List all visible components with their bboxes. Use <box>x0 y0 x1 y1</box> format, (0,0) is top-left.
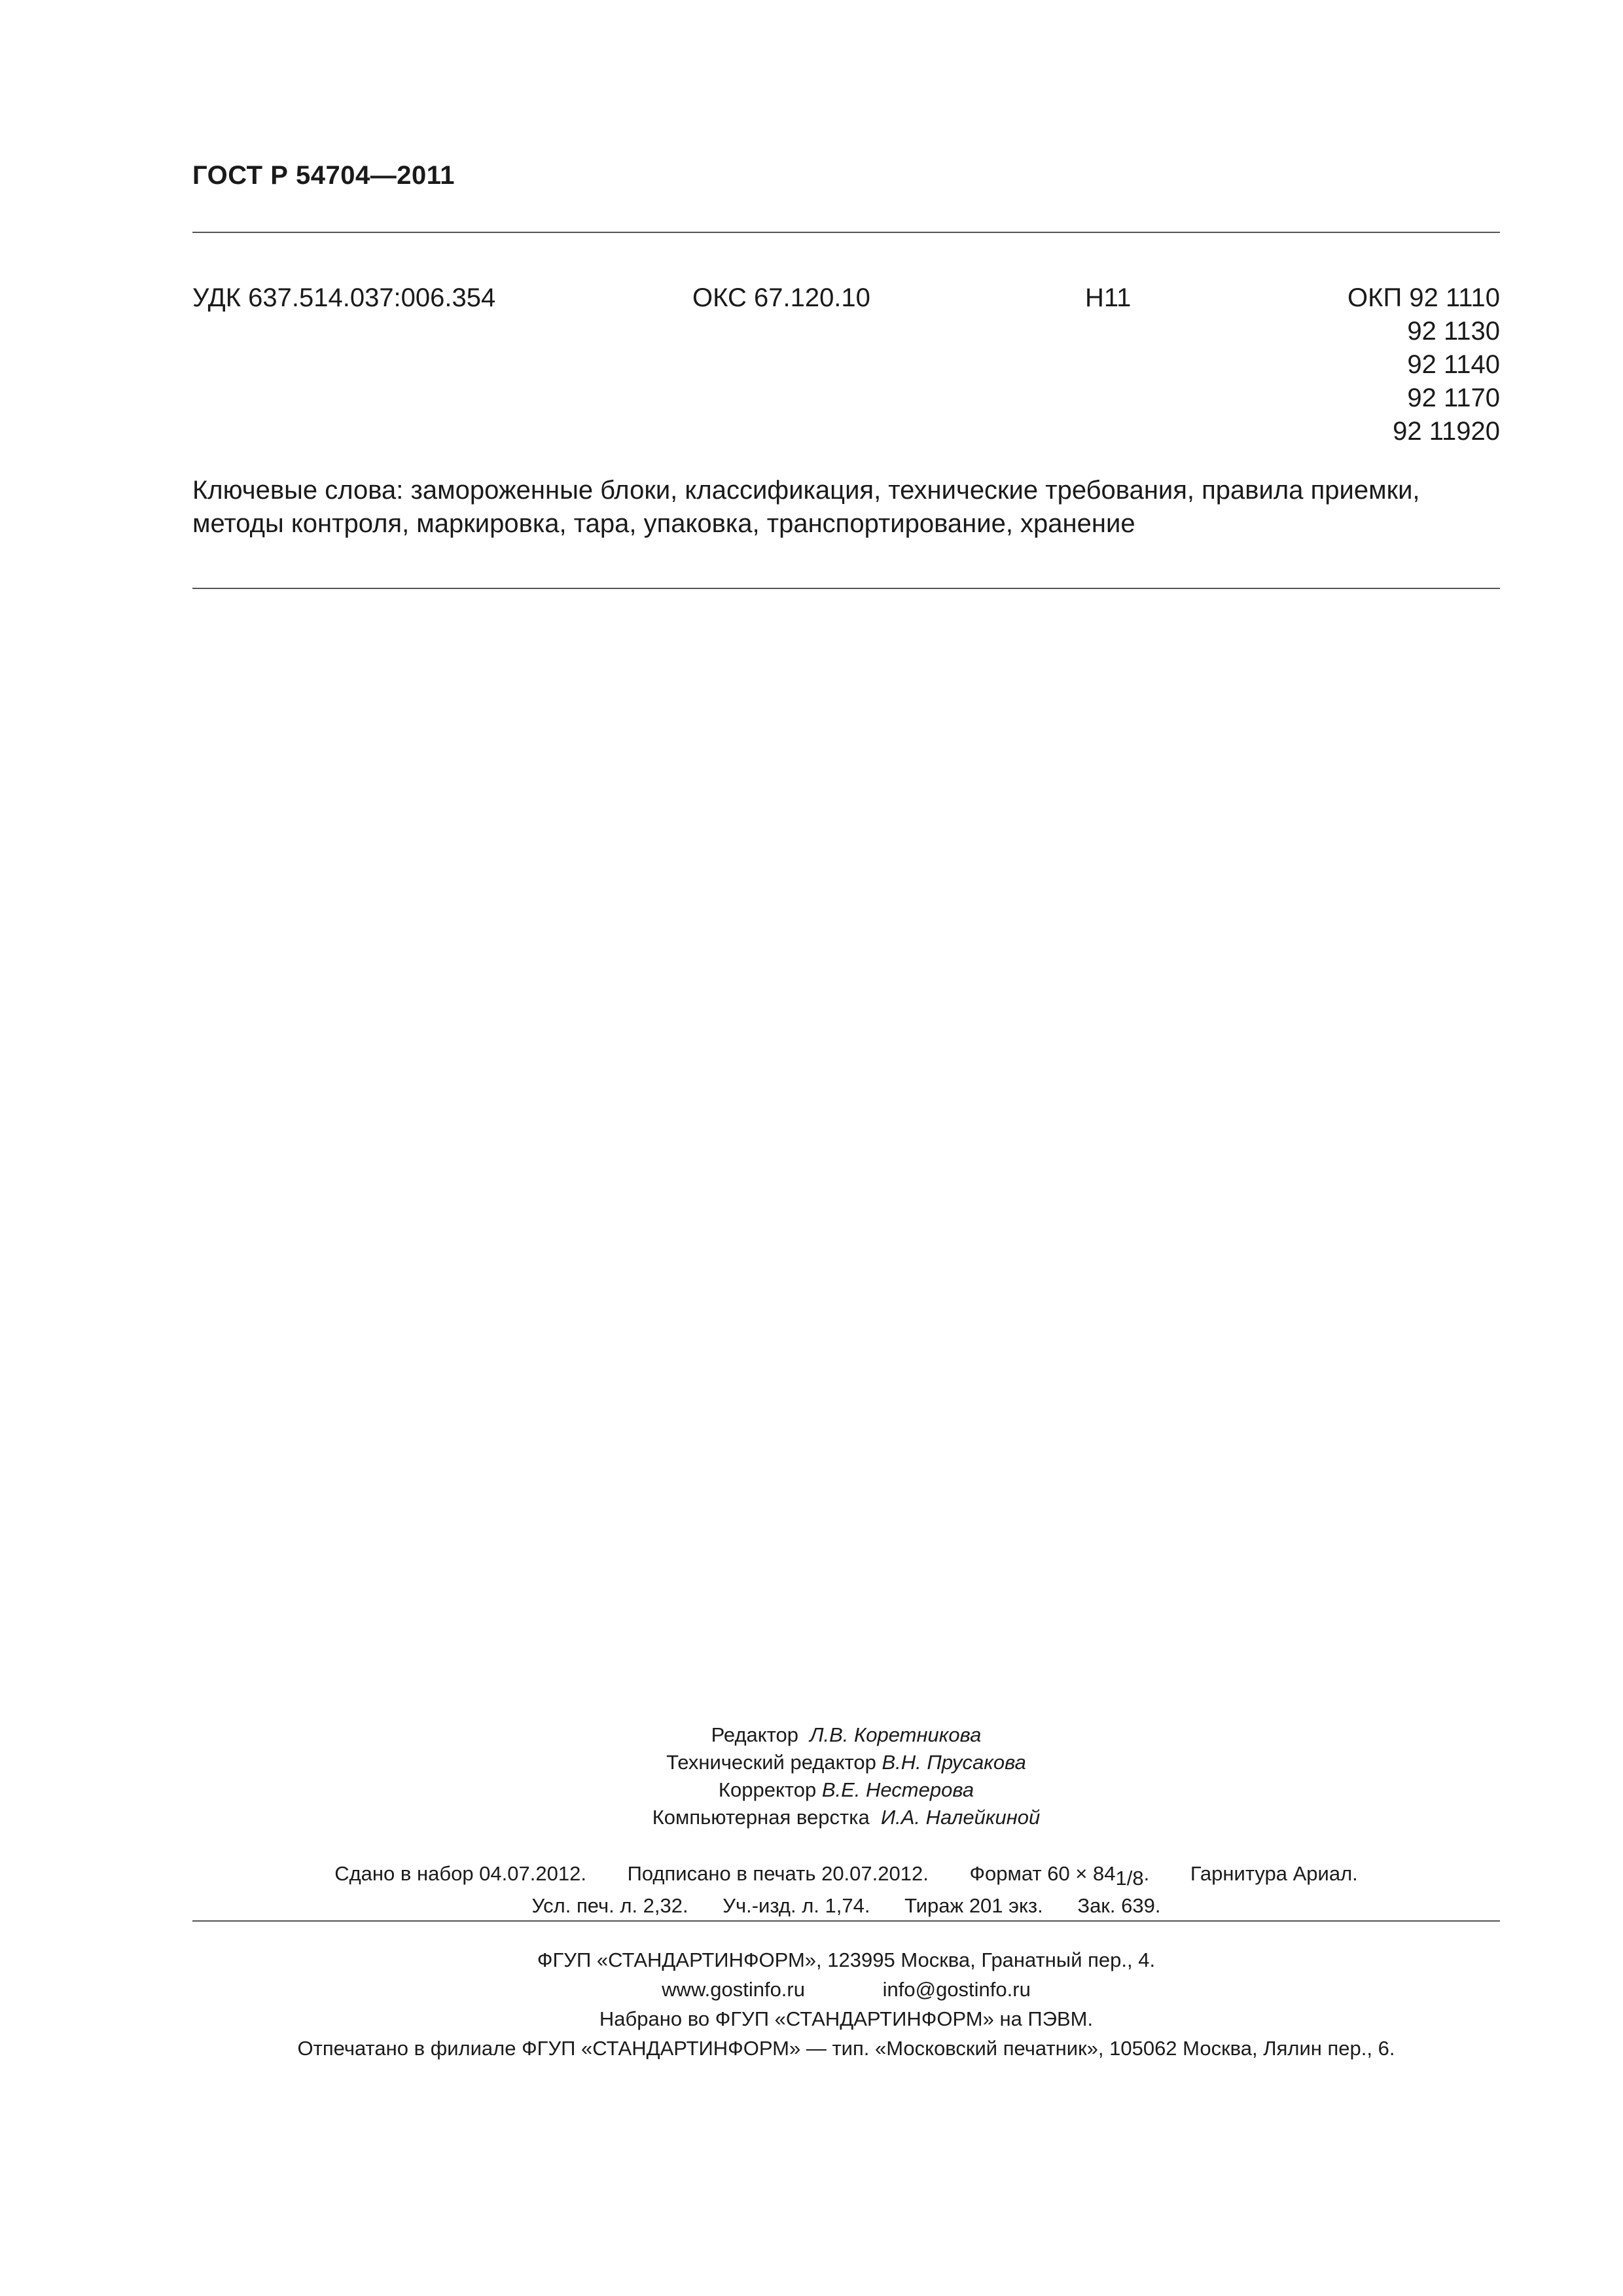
okp-first-line <box>1347 281 1500 315</box>
corrector-label: Корректор <box>718 1778 817 1801</box>
print-info-line-2 <box>0 1892 1623 1920</box>
order-number: Зак. 639. <box>1077 1894 1161 1918</box>
keywords-divider <box>192 588 1500 589</box>
corrector-name: В.Е. Нестерова <box>821 1778 974 1801</box>
group-code: Н11 <box>1085 283 1132 312</box>
document-title: ГОСТ Р 54704—2011 <box>192 161 455 190</box>
okp-code-item: 92 1110 <box>1409 283 1500 312</box>
tech-editor-name: В.Н. Прусакова <box>882 1751 1026 1774</box>
publisher-email[interactable]: info@gostinfo.ru <box>882 1978 1031 2001</box>
okp-code-item: 92 1170 <box>1407 384 1500 412</box>
credits-block <box>0 1721 1623 1831</box>
top-divider <box>192 232 1500 233</box>
keywords-paragraph: Ключевые слова: замороженные блоки, классификация, технические требования, правила приемки, методы контроля, маркировка, тара, упаковка, транспортирование, хранение <box>192 476 1420 538</box>
corrector-line <box>0 1776 1623 1804</box>
udk-code: УДК 637.514.037:006.354 <box>192 283 496 312</box>
publisher-address: ФГУП «СТАНДАРТИНФОРМ», 123995 Москва, Гранатный пер., 4. <box>537 1948 1156 1971</box>
layout-line <box>0 1804 1623 1831</box>
okp-code-item: 92 1140 <box>1407 350 1500 379</box>
pub-sheets: Уч.-изд. л. 1,74. <box>722 1894 870 1918</box>
publisher-website[interactable]: www.gostinfo.ru <box>662 1978 805 2001</box>
editor-line <box>0 1721 1623 1749</box>
tech-editor-line <box>0 1749 1623 1776</box>
print-info-line-1 <box>0 1860 1623 1892</box>
format-fraction: 1/8 <box>1115 1867 1144 1890</box>
tech-editor-label: Технический редактор <box>666 1751 876 1774</box>
format-value: Формат $60 \times 84_{1/8}$. <box>969 1862 1150 1890</box>
publisher-block <box>0 1945 1623 2063</box>
okp-code-item: 92 11920 <box>1393 417 1500 446</box>
oks-code: ОКС 67.120.10 <box>692 283 870 312</box>
submitted-date: Сдано в набор 04.07.2012. <box>334 1862 586 1885</box>
circulation: Тираж 201 экз. <box>904 1894 1043 1918</box>
okp-code-item: 92 1130 <box>1407 317 1500 346</box>
okp-codes <box>1347 281 1500 448</box>
printed-note: Отпечатано в филиале ФГУП «СТАНДАРТИНФОРМ» — тип. «Московский печатник», 105062 Москва, Лялин пер., 6. <box>297 2037 1395 2060</box>
publisher-divider <box>192 1920 1500 1922</box>
signed-date: Подписано в печать 20.07.2012. <box>627 1862 929 1885</box>
okp-prefix: ОКП <box>1347 283 1402 312</box>
publisher-contacts <box>0 1975 1623 2004</box>
typeset-note: Набрано во ФГУП «СТАНДАРТИНФОРМ» на ПЭВМ. <box>599 2007 1094 2030</box>
print-sheets: Усл. печ. л. 2,32. <box>531 1894 688 1918</box>
format-prefix: Формат 60 × 84 <box>969 1862 1116 1885</box>
layout-label: Компьютерная верстка <box>652 1806 870 1829</box>
layout-name: И.А. Налейкиной <box>880 1806 1041 1829</box>
editor-label: Редактор <box>711 1723 799 1746</box>
editor-name: Л.В. Коретникова <box>810 1723 982 1746</box>
typeface: Гарнитура Ариал. <box>1190 1862 1358 1885</box>
print-info-block <box>0 1860 1623 1920</box>
